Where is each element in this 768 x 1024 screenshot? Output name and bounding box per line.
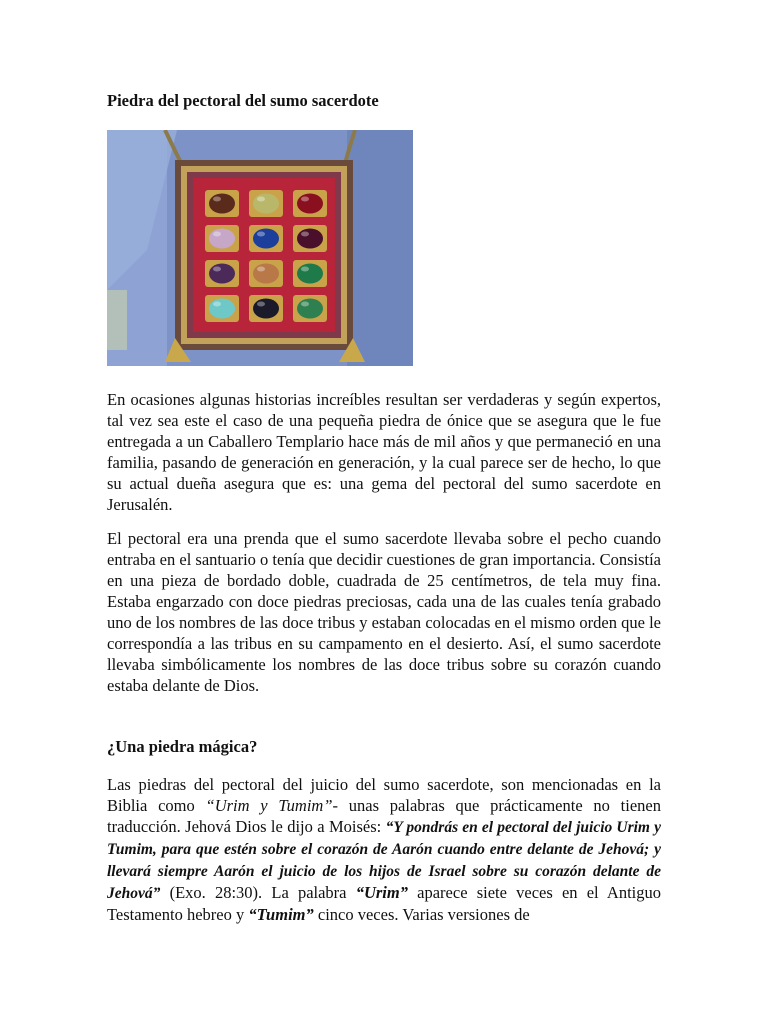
gem-stone <box>253 264 279 284</box>
p3-text-1: Las piedras del pectoral del juicio del sumo sacerdote, son mencionadas en la Biblia como <box>107 775 661 815</box>
gem-highlight <box>257 232 265 237</box>
p3-text-5: cinco veces. Varias versiones de <box>313 905 530 924</box>
gem-stone <box>209 299 235 319</box>
p3-text-4: aparece siete veces en el Antiguo Testamento hebreo y <box>107 883 661 924</box>
paragraph-2: El pectoral era una prenda que el sumo sacerdote llevaba sobre el pecho cuando entraba en el santuario o tenía que decidir cuestiones de gran importancia. Consistía en una pieza de bordado doble, cuadrada de 25 centímetros, de tela muy fina. Estaba engarzado con doce piedras preciosas, cada una de las cuales tenía grabado uno de los nombres de las doce tribus y estaban colocadas en el mismo orden que le correspondía a las tribus en su campamento en el desierto. Así, el sumo sacerdote llevaba simbólicamente los nombres de las doce tribus sobre su corazón cuando estaba delante de Dios. <box>107 529 661 695</box>
gem-highlight <box>301 302 309 307</box>
p3-text-2: - unas palabras que prácticamente no tienen traducción. Jehová Dios le dijo a Moisés: <box>107 796 661 836</box>
gem-highlight <box>257 197 265 202</box>
gem-highlight <box>301 232 309 237</box>
gem-stone <box>209 264 235 284</box>
paragraph-1: En ocasiones algunas historias increíbles resultan ser verdaderas y según expertos, tal vez sea este el caso de una pequeña piedra de ónice que se asegura que le fue entregada a un Caballero Templario hace más de mil años y que permaneció en una familia, pasando de generación en generación, y la cual parece ser de hecho, lo que su actual dueña asegura que es: una gema del pectoral del sumo sacerdote en Jerusalén. <box>107 390 661 514</box>
gem-stone <box>297 229 323 249</box>
p3-term-urim: “Urim” <box>355 883 408 902</box>
gem-stone <box>209 229 235 249</box>
paragraph-3 <box>107 774 661 925</box>
gem-highlight <box>301 197 309 202</box>
gem-stone <box>209 194 235 214</box>
gem-highlight <box>301 267 309 272</box>
gem-stone <box>297 264 323 284</box>
gem-stone <box>253 194 279 214</box>
gem-highlight <box>213 302 221 307</box>
gem-highlight <box>213 267 221 272</box>
gem-highlight <box>257 267 265 272</box>
breastplate-photo <box>107 130 413 366</box>
gem-highlight <box>213 197 221 202</box>
p3-text-3: (Exo. 28:30). La palabra <box>160 883 356 902</box>
gem-highlight <box>213 232 221 237</box>
gem-highlight <box>257 302 265 307</box>
gem-stone <box>297 194 323 214</box>
gem-stone <box>253 299 279 319</box>
gem-stone <box>297 299 323 319</box>
document-title: Piedra del pectoral del sumo sacerdote <box>107 91 379 110</box>
gem-stone <box>253 229 279 249</box>
section-heading: ¿Una piedra mágica? <box>107 737 258 756</box>
p3-term-tumim: “Tumim” <box>248 905 314 924</box>
p3-term-urim-tumim: “Urim y Tumim” <box>205 796 333 815</box>
p3-bible-quote: “Y pondrás en el pectoral del juicio Urim y Tumim, para que estén sobre el corazón de Aarón cuando entre delante de Jehová; y llevará siempre Aarón el juicio de los hijos de Israel sobre su corazón delante de Jehová” <box>107 819 661 902</box>
